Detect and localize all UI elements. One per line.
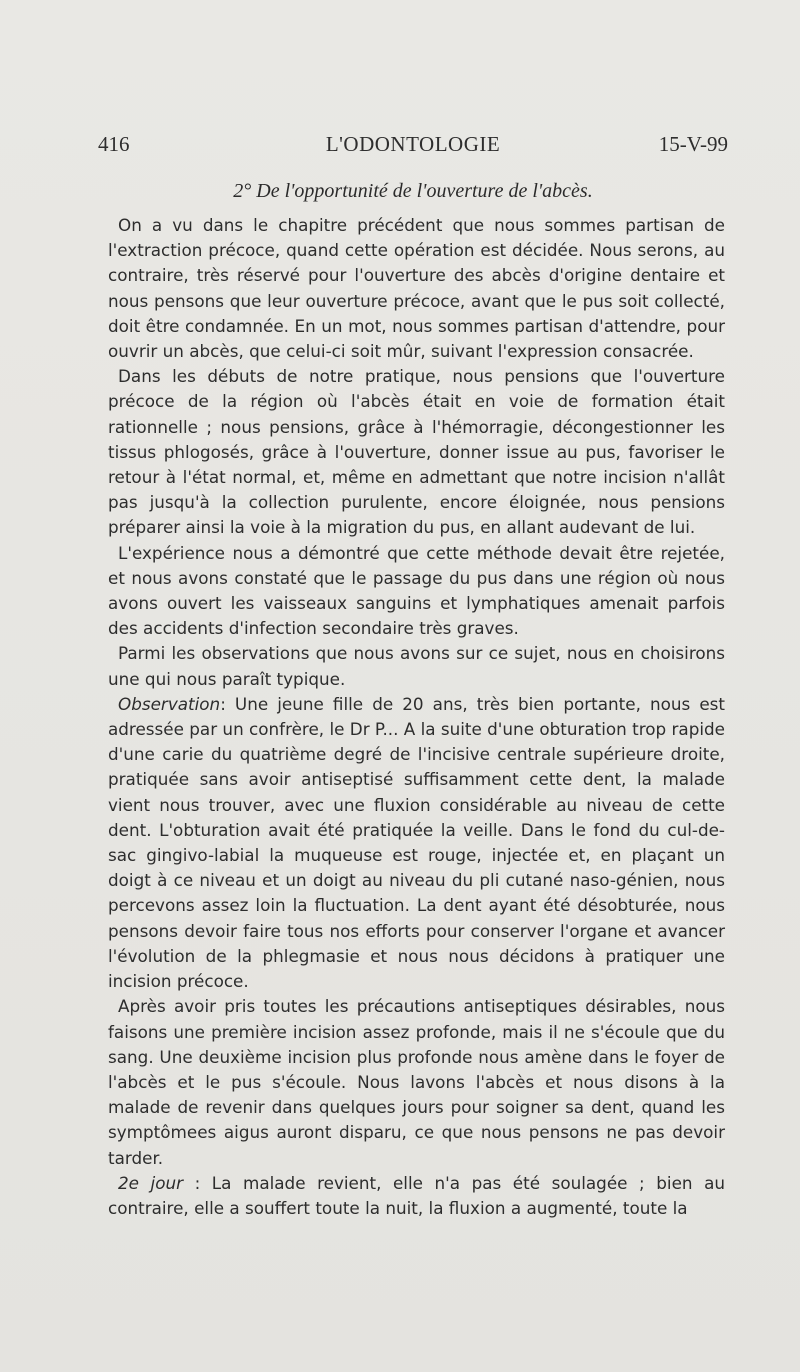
issue-date: 15-V-99 — [658, 132, 728, 156]
paragraph: L'expérience nous a démontré que cette méthode devait être rejetée, et nous avons constaté que le passage du pus dans une région où nous avons ouvert les vaisseaux sanguins et lymphatiques amenait parfois des accidents d'infection secondaire très graves. — [108, 542, 725, 639]
paragraph: Après avoir pris toutes les précautions antiseptiques désirables, nous faisons une première incision assez profonde, mais il ne s'écoule que du sang. Une deuxième incision plus profonde nous amène dans le foyer de l'abcès et le pus s'écoule. Nous lavons l'abcès et nous disons à la malade de revenir dans quelques jours pour soigner sa dent, quand les symptômees aigus auront disparu, ce que nous pensons ne pas devoir tarder. — [108, 996, 725, 1168]
day-two-paragraph — [108, 1171, 725, 1221]
day-two-label: 2e jour — [118, 1172, 184, 1193]
observation-text: : Une jeune fille de 20 ans, très bien portante, nous est adressée par un confrère, le Dr P... A la suite d'une obturation trop rapide d'une carie du quatrième degré de l'incisive centrale supérieure droite, pratiquée sans avoir antiseptisé suffisamment cette dent, la malade vient nous trouver, avec une fluxion considérable au niveau de cette dent. L'obturation avait été pratiquée la veille. Dans le fond du cul-de-sac gingivo-labial la muqueuse est rouge, injectée et, en plaçant un doigt à ce niveau et un doigt au niveau du pli cutané naso-génien, nous percevons assez loin la fluctuation. La dent ayant été désobturée, nous pensons devoir faire tous nos efforts pour conserver l'organe et avancer l'évolution de la phlegmasie et nous nous décidons à pratiquer une incision précoce. — [108, 693, 725, 992]
page-number: 416 — [98, 132, 130, 156]
paragraph: On a vu dans le chapitre précédent que nous sommes partisan de l'extraction précoce, quand cette opération est décidée. Nous serons, au contraire, très réservé pour l'ouverture des abcès d'origine dentaire et nous pensons que leur ouverture précoce, avant que le pus soit collecté, doit être condamnée. En un mot, nous sommes partisan d'attendre, pour ouvrir un abcès, que celui-ci soit mûr, suivant l'expression consacrée. — [108, 215, 725, 362]
observation-paragraph — [108, 692, 725, 994]
paragraph: Parmi les observations que nous avons sur ce sujet, nous en choisirons une qui nous paraît typique. — [108, 643, 725, 689]
journal-title: L'ODONTOLOGIE — [325, 132, 501, 156]
article-body — [108, 213, 725, 1221]
section-title: 2° De l'opportunité de l'ouverture de l'abcès. — [233, 180, 593, 202]
running-header — [98, 132, 728, 162]
observation-label: Observation — [118, 693, 221, 714]
day-two-text: : La malade revient, elle n'a pas été soulagée ; bien au contraire, elle a souffert toute la nuit, la fluxion a augmenté, toute la — [108, 1172, 725, 1218]
paragraph: Dans les débuts de notre pratique, nous pensions que l'ouverture précoce de la région où l'abcès était en voie de formation était rationnelle ; nous pensions, grâce à l'hémorragie, décongestionner les tissus phlogosés, grâce à l'ouverture, donner issue au pus, favoriser le retour à l'état normal, et, même en admettant que notre incision n'allât pas jusqu'à la collection purulente, encore éloignée, nous pensions préparer ainsi la voie à la migration du pus, en allant audevant de lui. — [108, 366, 725, 538]
